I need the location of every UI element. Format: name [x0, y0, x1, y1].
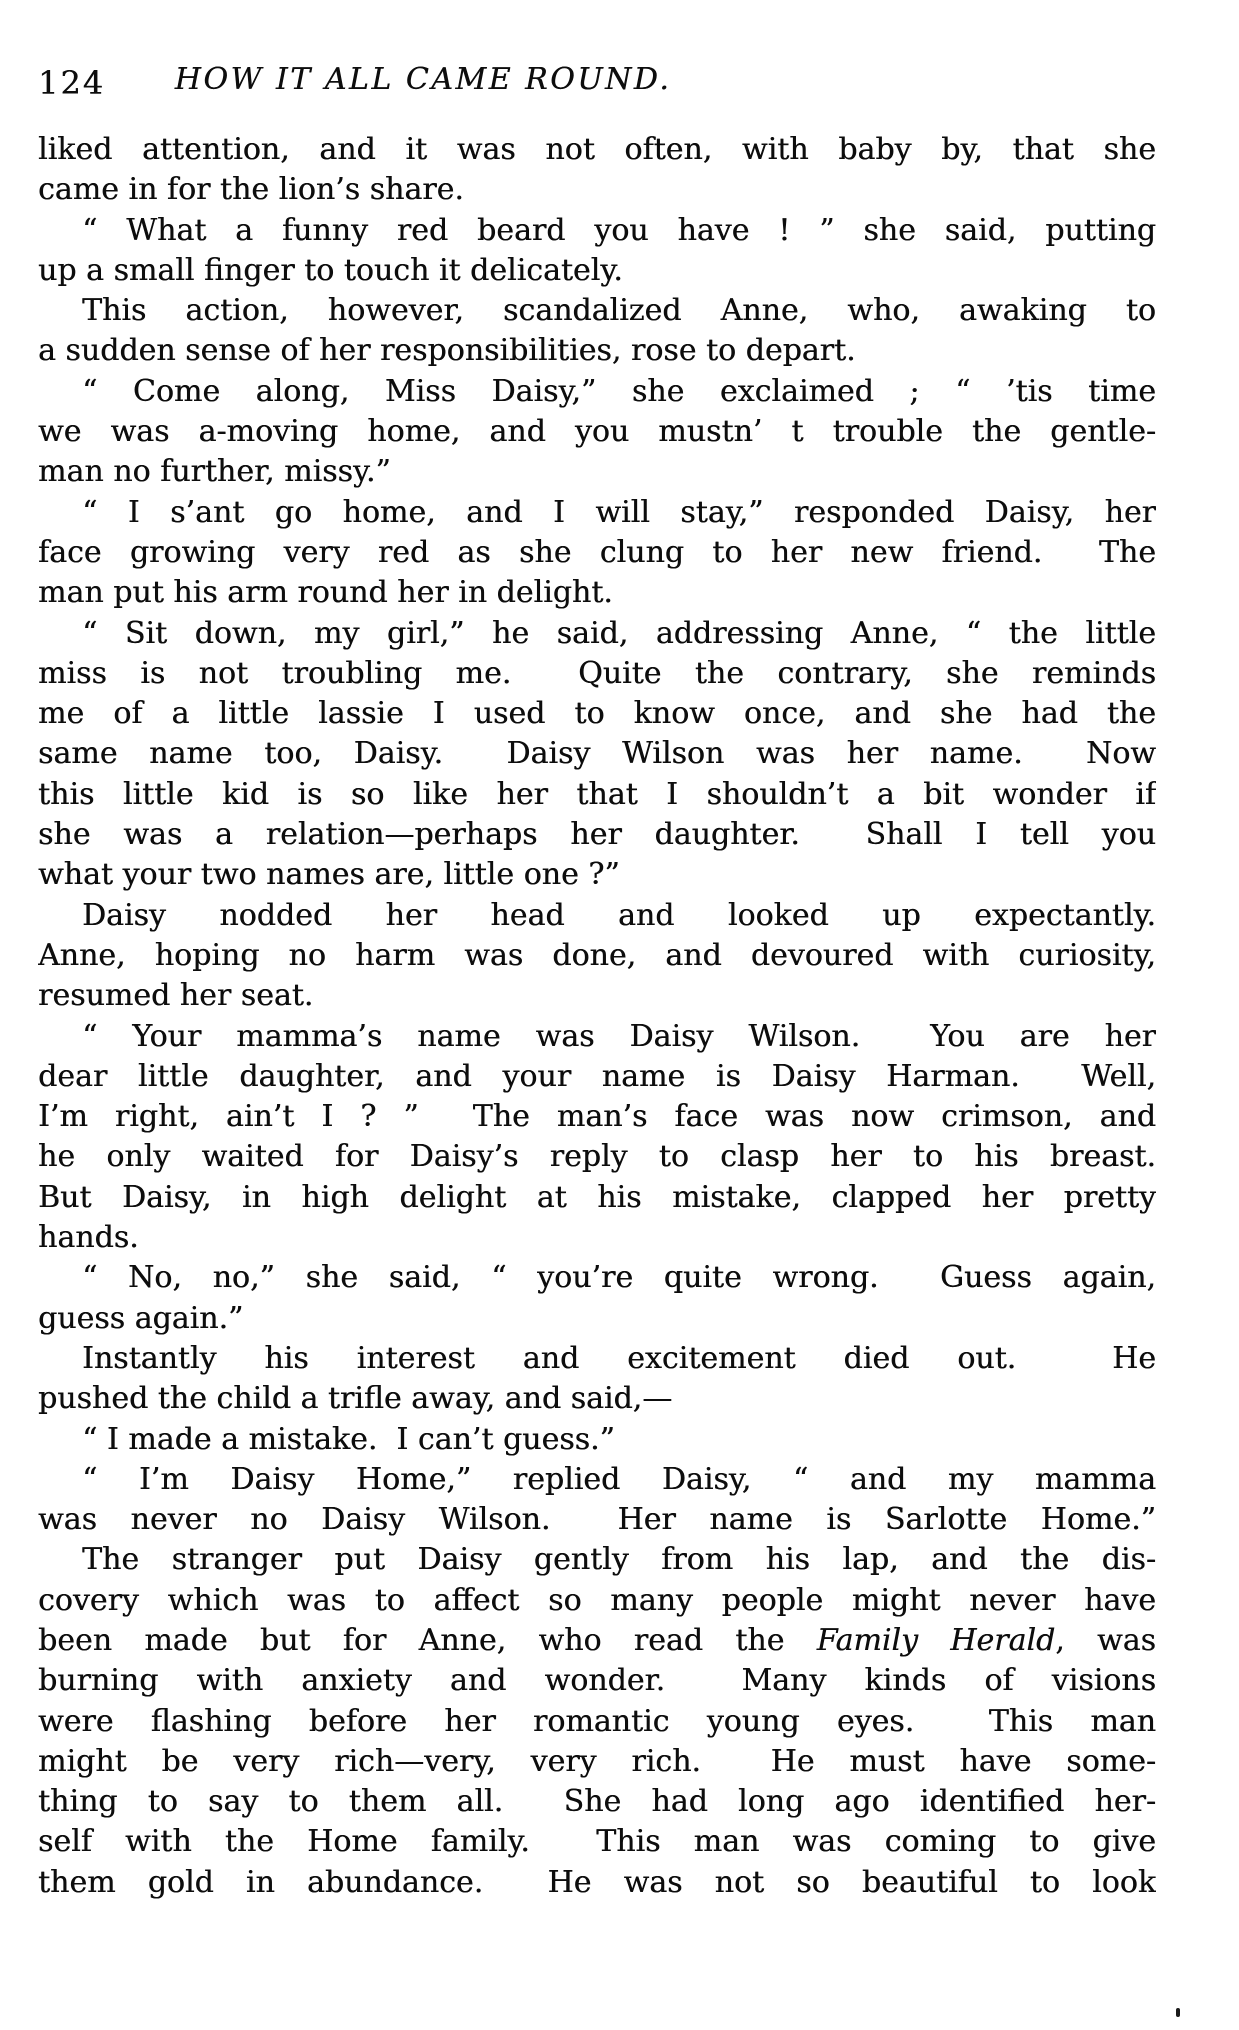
text-segment: But Daisy, in high delight at his mistake, clapped her pretty — [38, 1179, 1156, 1215]
text-segment: he only waited for Daisy’s reply to clasp her to his breast. — [38, 1139, 1156, 1175]
text-line — [38, 1178, 1156, 1218]
text-segment: covery which was to affect so many people might never have — [38, 1582, 1156, 1618]
text-segment: same name too, Daisy. Daisy Wilson was her name. Now — [38, 736, 1156, 772]
text-segment: this little kid is so like her that I shouldn’t a bit wonder if — [38, 776, 1156, 812]
text-segment: thing to say to them all. She had long ago identified her- — [38, 1784, 1156, 1820]
text-line — [38, 976, 1156, 1016]
text-segment: “ Come along, Miss Daisy,” she exclaimed ; “ ’tis time — [82, 373, 1156, 409]
text-segment: them gold in abundance. He was not so beautiful to look — [38, 1864, 1156, 1900]
text-segment: “ No, no,” she said, “ you’re quite wrong. Guess again, — [82, 1260, 1156, 1296]
text-line — [38, 936, 1156, 976]
text-line — [38, 1702, 1156, 1742]
text-line — [38, 1863, 1156, 1903]
text-line — [38, 1661, 1156, 1701]
text-line — [38, 1500, 1156, 1540]
text-segment: “ I’m Daisy Home,” replied Daisy, “ and my mamma — [82, 1461, 1156, 1497]
text-line — [38, 1581, 1156, 1621]
text-segment: resumed her seat. — [38, 978, 314, 1014]
text-line — [38, 1258, 1156, 1298]
running-title: HOW IT ALL CAME ROUND. — [174, 62, 672, 97]
text-segment: we was a-moving home, and you mustn’ t trouble the gentle- — [38, 414, 1156, 450]
text-line — [38, 1299, 1156, 1339]
ink-speck-artifact — [1176, 2008, 1180, 2017]
text-segment: liked attention, and it was not often, with baby by, that she — [38, 132, 1156, 167]
text-segment: man no further, missy.” — [38, 454, 391, 490]
text-line — [38, 1621, 1156, 1661]
text-line — [38, 1782, 1156, 1822]
text-segment: face growing very red as she clung to her new friend. The — [38, 534, 1156, 570]
text-line — [38, 573, 1156, 613]
text-line — [38, 291, 1156, 331]
text-segment: This action, however, scandalized Anne, who, awaking to — [82, 293, 1156, 329]
text-line — [38, 815, 1156, 855]
text-line — [38, 1137, 1156, 1177]
text-segment: might be very rich—very, very rich. He must have some- — [38, 1743, 1156, 1779]
text-line — [38, 775, 1156, 815]
italic-text: Family Herald — [816, 1622, 1056, 1658]
text-segment: hands. — [38, 1220, 139, 1256]
text-segment: I’m right, ain’t I ? ” The man’s face was now crimson, and — [38, 1099, 1156, 1135]
text-segment: up a small finger to touch it delicately. — [38, 252, 623, 288]
text-line — [38, 1822, 1156, 1862]
text-segment: came in for the lion’s share. — [38, 172, 464, 208]
text-segment: pushed the child a trifle away, and said,— — [38, 1381, 673, 1417]
text-segment: “ I s’ant go home, and I will stay,” responded Daisy, her — [82, 494, 1156, 530]
text-line — [38, 1742, 1156, 1782]
text-line — [38, 452, 1156, 492]
text-line — [38, 1057, 1156, 1097]
text-line — [38, 855, 1156, 895]
text-segment: “ What a funny red beard you have ! ” she said, putting — [82, 212, 1156, 248]
text-line — [38, 170, 1156, 210]
text-line — [38, 614, 1156, 654]
text-segment: self with the Home family. This man was coming to give — [38, 1824, 1156, 1860]
text-segment: miss is not troubling me. Quite the contrary, she reminds — [38, 655, 1156, 691]
text-segment: Instantly his interest and excitement died out. He — [82, 1340, 1156, 1376]
text-line — [38, 1218, 1156, 1258]
text-segment: man put his arm round her in delight. — [38, 575, 613, 611]
text-line — [38, 1420, 1156, 1460]
text-line — [38, 1460, 1156, 1500]
text-line — [38, 372, 1156, 412]
text-block — [38, 130, 1156, 1903]
text-segment: was never no Daisy Wilson. Her name is Sarlotte Home.” — [38, 1502, 1156, 1538]
text-segment: Daisy nodded her head and looked up expectantly. — [82, 897, 1156, 933]
text-line — [38, 1097, 1156, 1137]
text-line — [38, 1379, 1156, 1419]
text-segment: guess again.” — [38, 1300, 244, 1336]
text-line — [38, 331, 1156, 371]
text-segment: she was a relation—perhaps her daughter. Shall I tell you — [38, 817, 1156, 853]
text-segment: dear little daughter, and your name is Daisy Harman. Well, — [38, 1058, 1156, 1094]
text-line — [38, 493, 1156, 533]
text-segment: “ I made a mistake. I can’t guess.” — [82, 1421, 615, 1457]
text-segment: The stranger put Daisy gently from his lap, and the dis- — [82, 1542, 1156, 1578]
text-line — [38, 412, 1156, 452]
text-segment: what your two names are, little one ?” — [38, 857, 620, 893]
text-segment: , was — [1055, 1622, 1156, 1658]
text-line — [38, 896, 1156, 936]
text-line — [38, 654, 1156, 694]
text-line — [38, 533, 1156, 573]
text-segment: been made but for Anne, who read the — [38, 1622, 817, 1658]
text-segment: burning with anxiety and wonder. Many kinds of visions — [38, 1663, 1156, 1699]
text-segment: “ Sit down, my girl,” he said, addressing Anne, “ the little — [82, 615, 1156, 651]
text-segment: me of a little lassie I used to know once, and she had the — [38, 696, 1156, 732]
text-segment: were flashing before her romantic young eyes. This man — [38, 1703, 1156, 1739]
text-line — [38, 251, 1156, 291]
text-segment: “ Your mamma’s name was Daisy Wilson. You are her — [82, 1018, 1156, 1054]
text-line — [38, 1540, 1156, 1580]
text-line — [38, 1017, 1156, 1057]
text-line — [38, 211, 1156, 251]
text-segment: Anne, hoping no harm was done, and devoured with curiosity, — [38, 937, 1156, 973]
page-number: 124 — [38, 64, 106, 102]
text-segment: a sudden sense of her responsibilities, rose to depart. — [38, 333, 856, 369]
text-line — [38, 734, 1156, 774]
text-line — [38, 1339, 1156, 1379]
text-line — [38, 130, 1156, 170]
text-line — [38, 694, 1156, 734]
